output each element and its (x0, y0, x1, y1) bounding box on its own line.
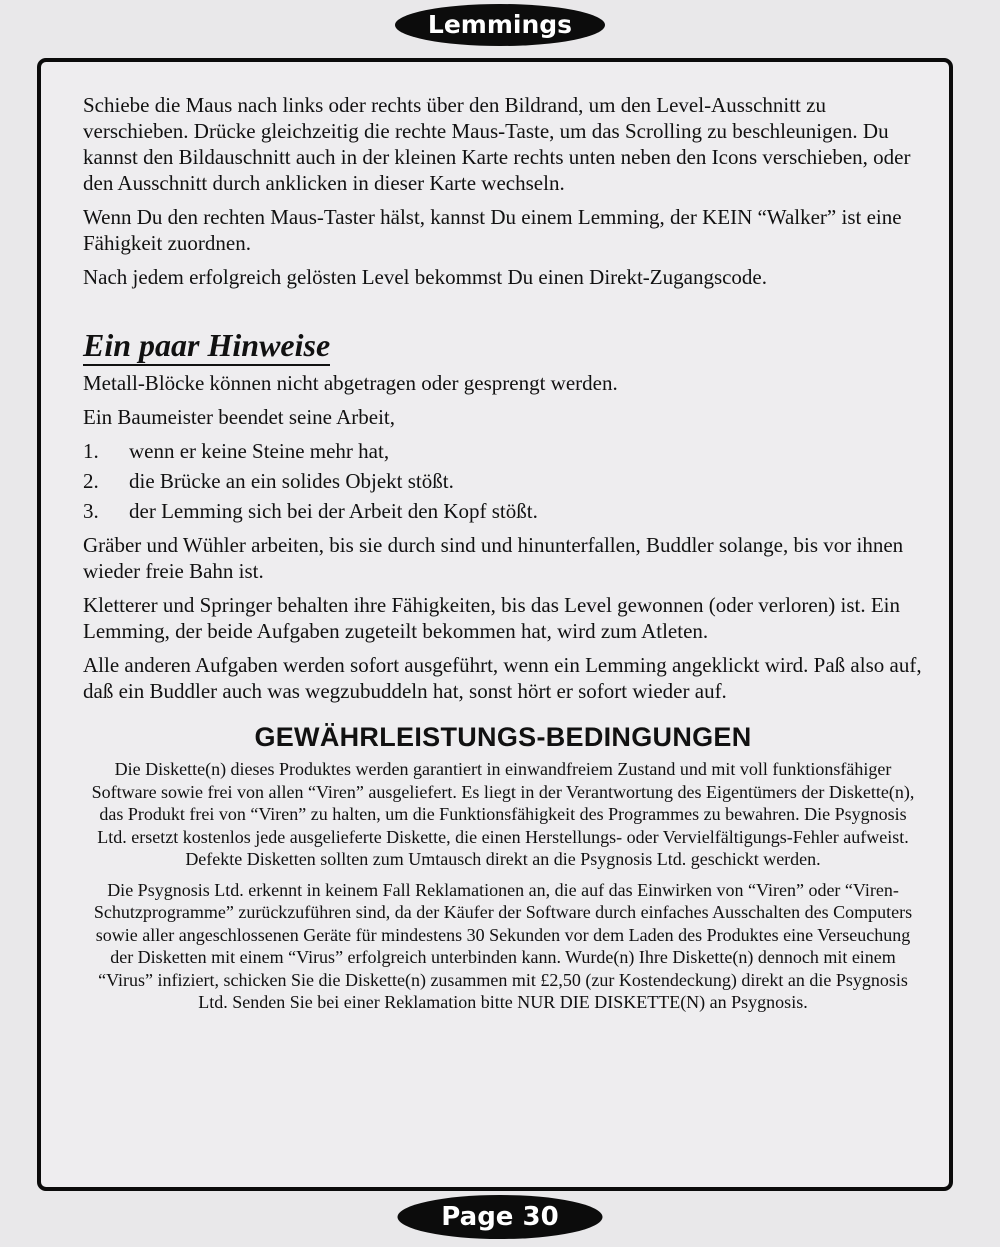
warranty-paragraph-virus: Die Psygnosis Ltd. erkennt in keinem Fall Reklamationen an, die auf das Einwirken von “Viren” oder “Viren-Schutzprogramme” zurückzuführen sind, da der Käufer der Software durch einfaches Ausschalten des Computers sowie aller angeschlossenen Geräte für mindestens 30 Sekunden vor dem Laden des Produktes eine Verseuchung der Disketten mit einem “Virus” erfolgreich unterbinden kann. Wurde(n) Ihre Diskette(n) dennoch mit einem “Virus” infiziert, schicken Sie die Diskette(n) zusammen mit £2,50 (zur Kostendeckung) direkt an die Psygnosis Ltd. Senden Sie bei einer Reklamation bitte NUR DIE DISKETTE(N) an Psygnosis. (93, 879, 913, 1012)
page-number-label: Page 30 (398, 1195, 603, 1239)
list-item (83, 468, 923, 494)
intro-paragraph-scrolling: Schiebe die Maus nach links oder rechts über den Bildrand, um den Level-Ausschnitt zu verschieben. Drücke gleichzeitig die rechte Maus-Taste, um das Scrolling zu beschleunigen. Du kannst den Bildauschnitt auch in der kleinen Karte rechts unten neben den Icons verschieben, oder den Ausschnitt durch anklicken in dieser Karte wechseln. (83, 93, 911, 195)
list-item (83, 498, 923, 524)
list-item-number: 3. (83, 499, 99, 523)
intro-paragraph-skill-assign: Wenn Du den rechten Maus-Taster hälst, kannst Du einem Lemming, der KEIN “Walker” ist eine Fähigkeit zuordnen. (83, 205, 902, 255)
list-item (83, 438, 923, 464)
list-item-number: 2. (83, 469, 99, 493)
builder-stop-list (83, 438, 923, 524)
hints-paragraph-climbers: Kletterer und Springer behalten ihre Fähigkeiten, bis das Level gewonnen (oder verloren) ist. Ein Lemming, der beide Aufgaben zugeteilt bekommen hat, wird zum Atleten. (83, 593, 900, 643)
intro-paragraph-access-code: Nach jedem erfolgreich gelösten Level bekommst Du einen Direkt-Zugangscode. (83, 265, 768, 289)
list-item-text: wenn er keine Steine mehr hat, (129, 439, 390, 463)
list-item-text: der Lemming sich bei der Arbeit den Kopf stößt. (129, 499, 538, 523)
warranty-paragraph-guarantee: Die Diskette(n) dieses Produktes werden garantiert in einwandfreiem Zustand und mit voll funktionsfähiger Software sowie frei von allen “Viren” ausgeliefert. Es liegt in der Verantwortung des Eigentümers der Diskette(n), das Produkt frei von “Viren” zu halten, um die Funktionsfähigkeit des Programmes zu bewahren. Die Psygnosis Ltd. ersetzt kostenlos jede ausgelieferte Diskette, die einen Herstellungs- oder Vervielfältigungs-Fehler aufweist. Defekte Disketten sollten zum Umtausch direkt an die Psygnosis Ltd. geschickt werden. (91, 759, 915, 869)
content-frame (37, 58, 953, 1191)
hints-paragraph-diggers: Gräber und Wühler arbeiten, bis sie durch sind und hinunterfallen, Buddler solange, bis vor ihnen wieder freie Bahn ist. (83, 533, 904, 583)
hints-paragraph-builder: Ein Baumeister beendet seine Arbeit, (83, 405, 395, 429)
hints-heading: Ein paar Hinweise (83, 328, 330, 366)
hints-paragraph-other-tasks: Alle anderen Aufgaben werden sofort ausgeführt, wenn ein Lemming angeklickt wird. Paß also auf, daß ein Buddler auch was wegzubuddeln hat, sonst hört er sofort wieder auf. (83, 653, 922, 703)
page-header-title: Lemmings (395, 4, 605, 46)
content-body (83, 92, 923, 1022)
list-item-text: die Brücke an ein solides Objekt stößt. (129, 469, 454, 493)
hints-paragraph-metal: Metall-Blöcke können nicht abgetragen oder gesprengt werden. (83, 371, 618, 395)
list-item-number: 1. (83, 439, 99, 463)
warranty-heading: GEWÄHRLEISTUNGS-BEDINGUNGEN (254, 722, 752, 752)
